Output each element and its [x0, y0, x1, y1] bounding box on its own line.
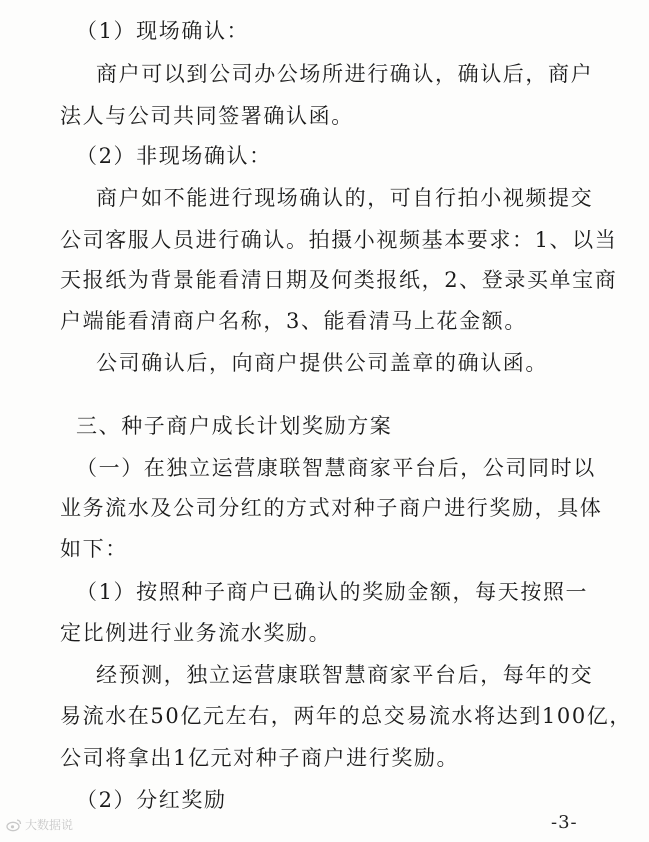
body-text-line: 公司将拿出1亿元对种子商户进行奖励。: [60, 746, 460, 770]
body-text-line: （一）在独立运营康联智慧商家平台后，公司同时以: [76, 456, 596, 480]
body-text-line: 户端能看清商户名称，3、能看清马上花金额。: [60, 309, 527, 333]
watermark: [6, 816, 73, 833]
body-text-line: 商户可以到公司办公场所进行确认，确认后，商户: [96, 62, 594, 86]
subheading-offsite-confirmation: （2）非现场确认：: [76, 144, 272, 168]
body-text-line: 如下：: [60, 537, 128, 561]
body-text-line: 经预测，独立运营康联智慧商家平台后，每年的交: [96, 663, 594, 687]
body-text-line: 商户如不能进行现场确认的，可自行拍小视频提交: [96, 186, 594, 210]
page-number: -3-: [551, 812, 578, 833]
body-text-line: 公司客服人员进行确认。拍摄小视频基本要求：1、以当: [60, 228, 618, 252]
section-heading: 三、种子商户成长计划奖励方案: [76, 414, 393, 438]
body-text-line: （1）按照种子商户已确认的奖励金额，每天按照一: [76, 580, 589, 604]
subheading-dividend-reward: （2）分红奖励: [76, 788, 227, 812]
body-text-line: 易流水在50亿元左右，两年的总交易流水将达到100亿，: [60, 704, 633, 728]
body-text-line: 法人与公司共同签署确认函。: [60, 104, 354, 128]
body-text-line: 公司确认后，向商户提供公司盖章的确认函。: [96, 351, 548, 375]
body-text-line: 天报纸为背景能看清日期及何类报纸，2、登录买单宝商: [60, 268, 618, 292]
weibo-logo-icon: [6, 818, 22, 832]
subheading-onsite-confirmation: （1）现场确认：: [76, 19, 250, 43]
body-text-line: 业务流水及公司分红的方式对种子商户进行奖励，具体: [60, 496, 603, 520]
watermark-text: 大数据说: [25, 818, 74, 832]
body-text-line: 定比例进行业务流水奖励。: [60, 621, 332, 645]
